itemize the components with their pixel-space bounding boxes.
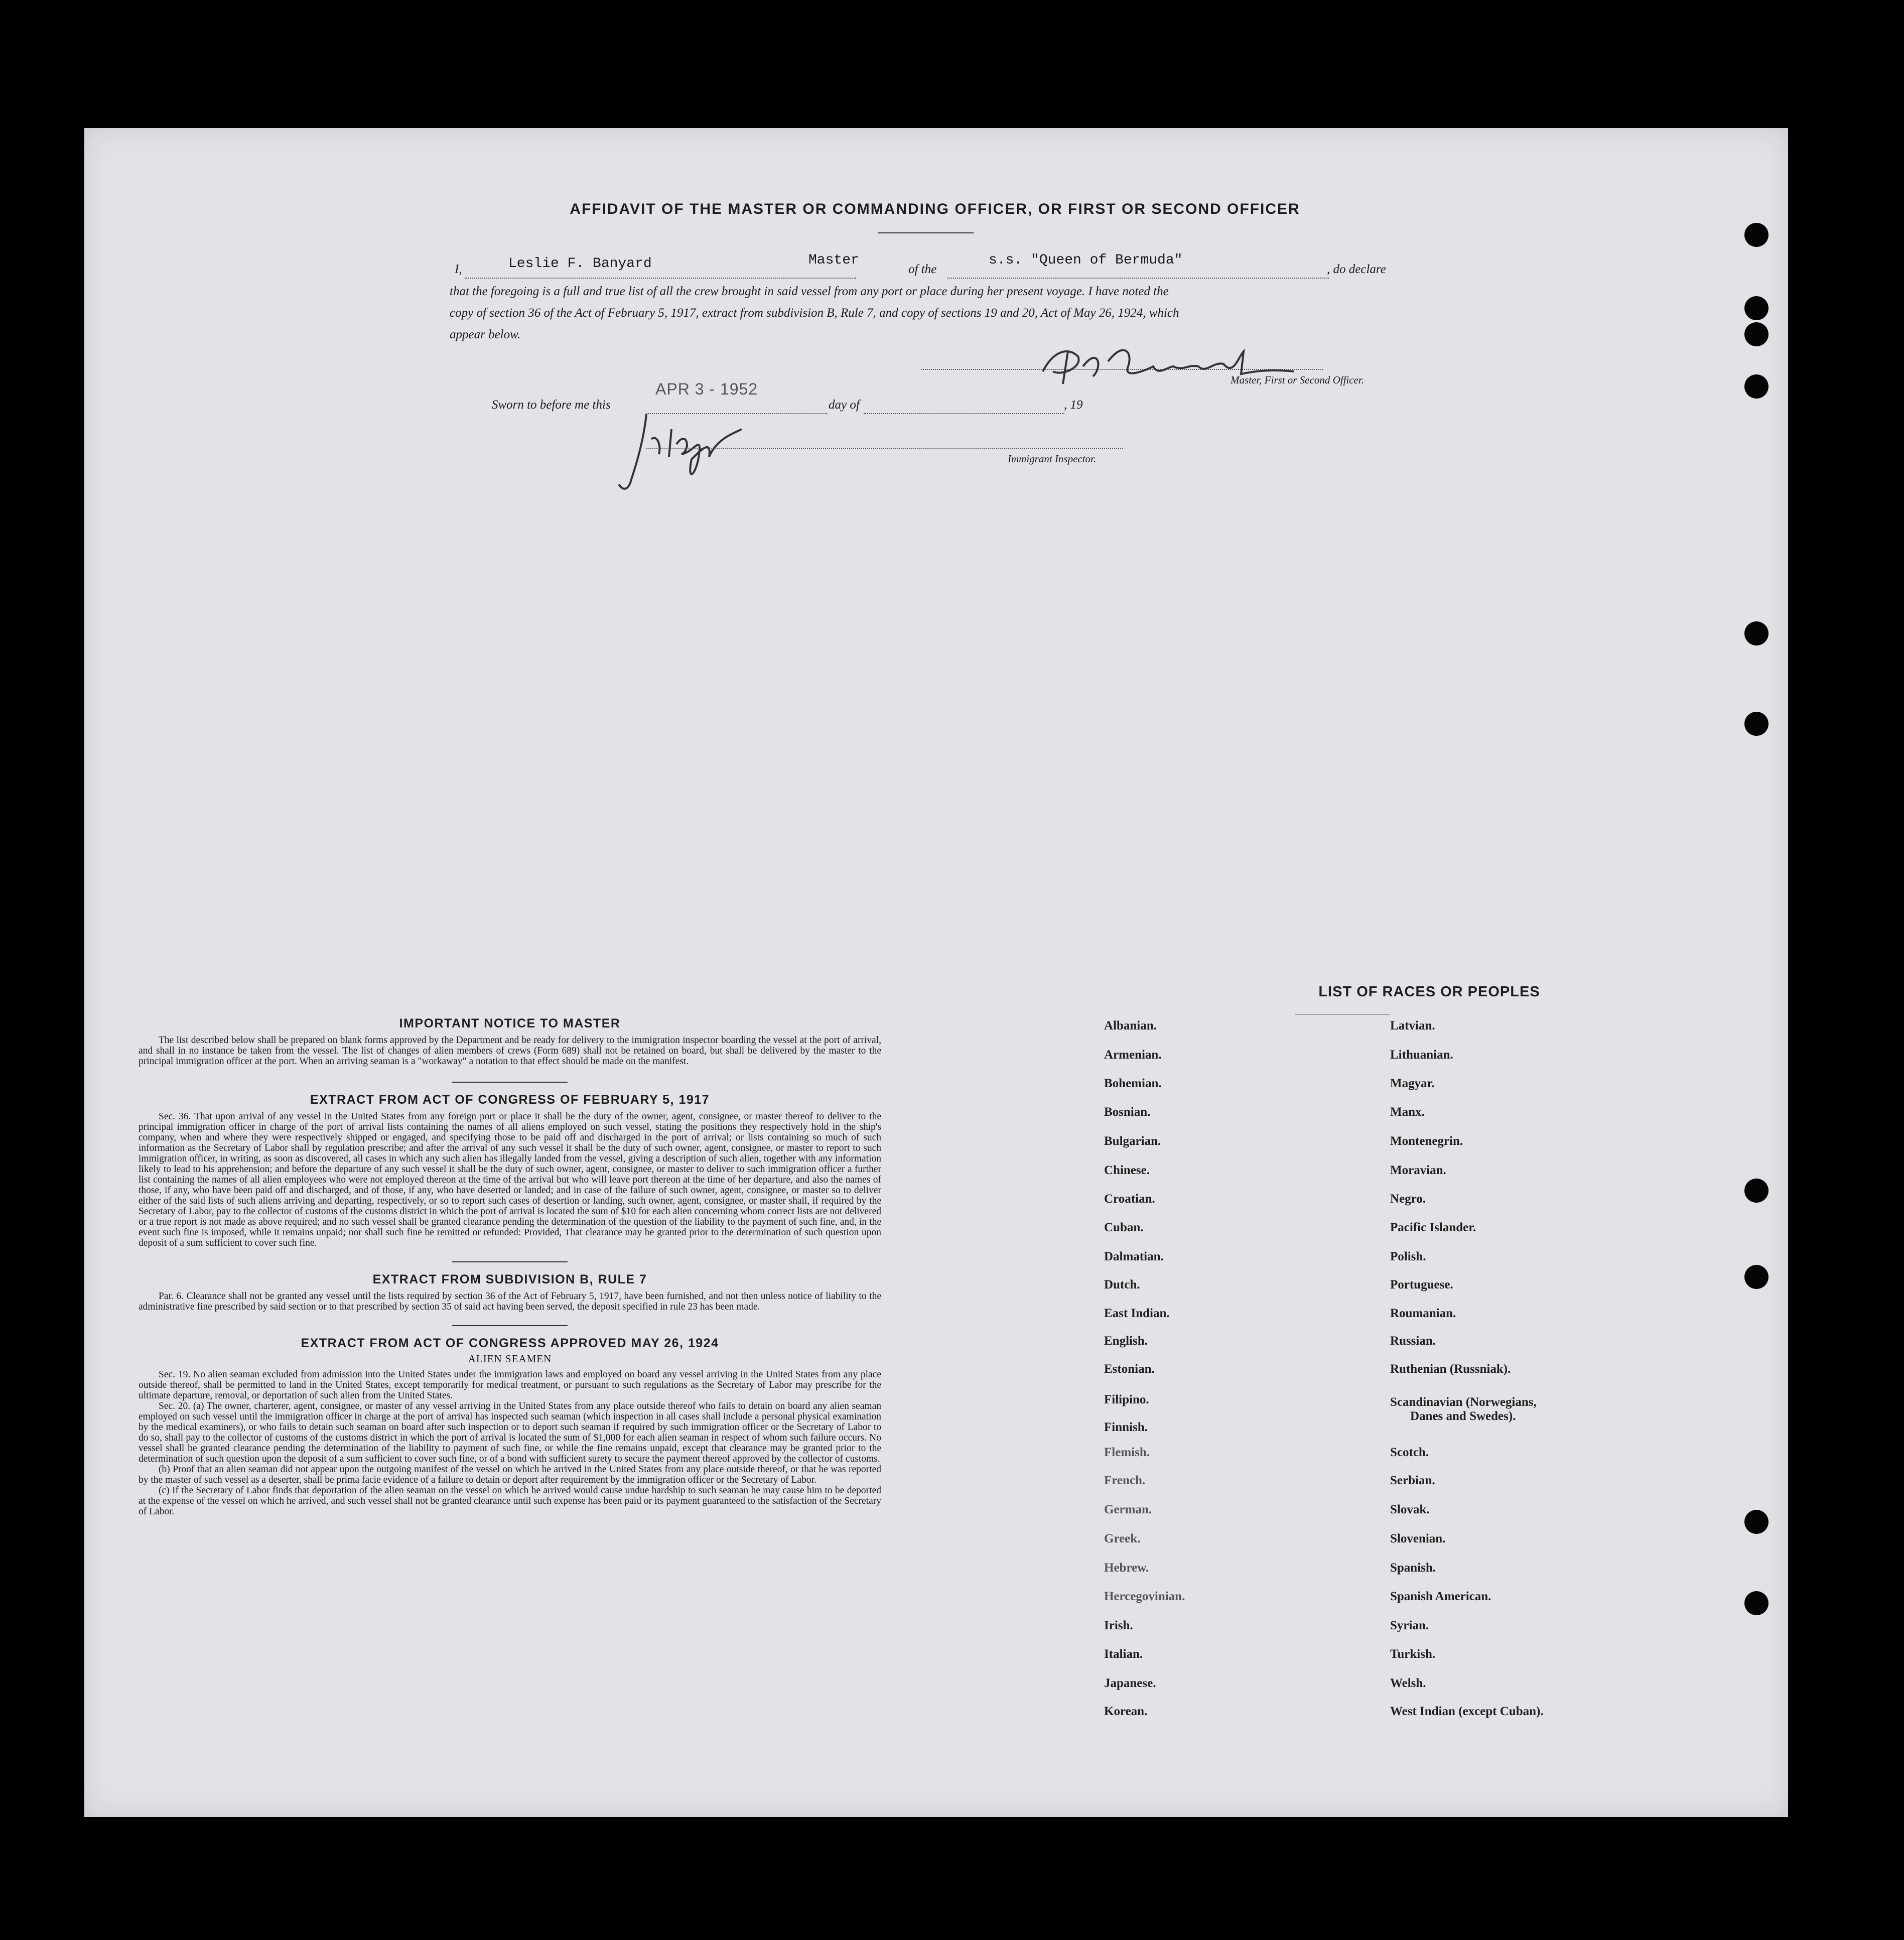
binder-hole — [1744, 621, 1769, 645]
section-rule — [452, 1325, 568, 1326]
sec-20a-text: Sec. 20. (a) The owner, charterer, agent, consignee, or master of any vessel arriving in the United States from any place outside thereof who fails to detain on board any alien seaman employed on such vessel until the immigration officer in charge at the port of arrival has inspected such seaman (which inspection in all cases shall include a personal physical examination by the medical examiners), or who fails to detain such seaman on board after such inspection or to deport such seaman if required by such immigration officer or the Secretary of Labor to do so, shall pay to the collector of customs of the customs district in which the port of arrival is located the sum of $1,000 for each alien seaman in respect of whom such failure occurs. No vessel shall be granted clearance pending the determination of the liability to payment of such fine, or while the fine remains unpaid, except that clearance may be granted prior to the determination of such question upon the deposit of a sum sufficient to cover such fine, or of a bond with sufficient surety to secure the payment thereof approved by the collector of customs. — [139, 1401, 881, 1464]
left-race-item: Chinese. — [1104, 1163, 1150, 1177]
right-race-item: Scotch. — [1390, 1446, 1429, 1459]
section-rule — [452, 1261, 568, 1262]
left-race-item: Italian. — [1104, 1647, 1143, 1661]
binder-hole — [1744, 296, 1769, 320]
right-race-item: Negro. — [1390, 1192, 1426, 1206]
right-race-item: Spanish American. — [1390, 1590, 1491, 1603]
legal-text-column — [139, 1016, 881, 1517]
right-race-item: Danes and Swedes). — [1410, 1409, 1516, 1423]
rule7-heading: EXTRACT FROM SUBDIVISION B, RULE 7 — [372, 1272, 647, 1286]
right-race-item: Polish. — [1390, 1250, 1426, 1263]
i-label: I, — [455, 263, 462, 276]
left-race-item: French. — [1104, 1474, 1146, 1487]
inspector-caption: Immigrant Inspector. — [1008, 453, 1097, 465]
month-line — [864, 413, 1064, 414]
right-race-item: Latvian. — [1390, 1019, 1435, 1032]
rule7-text: Par. 6. Clearance shall not be granted any vessel until the lists required by section 36 of the Act of February 5, 1917, have been furnished, and not then unless notice of liability to the administrative fine prescribed by said section or to that prescribed by section 35 of said act having been served, the deposit specified in rule 23 has been made. — [139, 1291, 881, 1312]
section-rule — [452, 1082, 568, 1083]
right-race-item: Montenegrin. — [1390, 1134, 1463, 1148]
title-rule — [878, 232, 974, 233]
binder-hole — [1744, 322, 1769, 346]
left-race-item: Dalmatian. — [1104, 1250, 1164, 1263]
left-race-item: Albanian. — [1104, 1019, 1157, 1032]
of-the-label: of the — [908, 263, 937, 276]
left-race-item: German. — [1104, 1503, 1152, 1516]
right-race-item: Portuguese. — [1390, 1278, 1453, 1291]
left-race-item: Cuban. — [1104, 1221, 1144, 1234]
extract-1917-heading: EXTRACT FROM ACT OF CONGRESS OF FEBRUARY 5, 1917 — [310, 1093, 710, 1107]
sworn-label: Sworn to before me this — [492, 398, 611, 412]
affidavit-line-2: that the foregoing is a full and true list of all the crew brought in said vessel from any port or place during her present voyage. I have noted the — [450, 285, 1169, 298]
affidavit-line-4: appear below. — [450, 328, 521, 341]
do-declare-label: , do declare — [1327, 263, 1386, 276]
left-race-item: East Indian. — [1104, 1307, 1170, 1320]
vessel-field-line — [947, 278, 1329, 279]
right-race-item: Serbian. — [1390, 1474, 1435, 1487]
left-race-item: Filipino. — [1104, 1393, 1149, 1406]
left-race-item: Croatian. — [1104, 1192, 1155, 1206]
year-prefix: , 19 — [1064, 398, 1083, 412]
extract-1924-heading: EXTRACT FROM ACT OF CONGRESS APPROVED MAY 26, 1924 — [301, 1336, 719, 1350]
sec-19-text: Sec. 19. No alien seaman excluded from admission into the United States under the immigration laws and employed on board any vessel arriving in the United States from any place outside thereof, shall be permitted to land in the United States, except temporarily for medical treatment, or pursuant to such regulations as the Secretary of Labor may prescribe for the ultimate departure, removal, or deportation of such alien from the United States. — [139, 1369, 881, 1401]
vessel-name: s.s. "Queen of Bermuda" — [989, 252, 1183, 268]
manifest-page — [84, 128, 1788, 1817]
binder-hole — [1744, 1591, 1769, 1615]
left-race-item: Armenian. — [1104, 1048, 1162, 1062]
sec-20b-text: (b) Proof that an alien seaman did not appear upon the outgoing manifest of the vessel on which he arrived in the United States from any place outside thereof, or that he was reported by the master of such vessel as a deserter, shall be prima facie evidence of a failure to detain or deport after requirement by the immigration officer or the Secretary of Labor. — [139, 1464, 881, 1485]
affidavit-line-3: copy of section 36 of the Act of February 5, 1917, extract from subdivision B, Rule 7, and copy of sections 19 and 20, Act of May 26, 1924, which — [450, 306, 1179, 320]
affidavit-title: AFFIDAVIT OF THE MASTER OR COMMANDING OFFICER, OR FIRST OR SECOND OFFICER — [570, 201, 1300, 217]
right-race-item: Lithuanian. — [1390, 1048, 1453, 1062]
right-race-item: Slovak. — [1390, 1503, 1430, 1516]
binder-hole — [1744, 1179, 1769, 1203]
right-race-item: Ruthenian (Russniak). — [1390, 1362, 1511, 1376]
alien-seamen-subheading: ALIEN SEAMEN — [468, 1353, 552, 1365]
extract-1917-text: Sec. 36. That upon arrival of any vessel in the United States from any foreign port or place it shall be the duty of the owner, agent, consignee, or master thereof to deliver to the principal immigration officer in charge of the port of arrival lists containing the names of all aliens employed on such vessel, stating the positions they respectively hold in the ship's company, when and where they were respectively shipped or engaged, and specifying those to be paid off and discharged in the port of arrival; or lists containing so much of such information as the Secretary of Labor shall by regulation prescribe; and after the arrival of any such vessel it shall be the duty of such owner, agent, consignee, or master to report to such immigration officer, in writing, as soon as discovered, all cases in which any such alien has illegally landed from the vessel, giving a description of such alien, together with any information likely to lead to his apprehension; and before the departure of any such vessel it shall be the duty of such owner, agent, consignee, or master to deliver to such immigration officer a further list containing the names of all alien employees who were not employed thereon at the time of the arrival but who will leave port thereon at the time of her departure, and also the names of those, if any, who have been paid off and discharged, and of those, if any, who have deserted or landed; and in case of the failure of such owner, agent, consignee, or master so to deliver either of the said lists of such aliens arriving and departing, respectively, or so to report such cases of desertion or landing, such owner, agent, consignee, or master shall, if required by the Secretary of Labor, pay to the collector of customs of the customs district in which the port of arrival is located the sum of $10 for each alien concerning whom correct lists are not delivered or a true report is not made as above required; and no such vessel shall be granted clearance pending the determination of the question of the liability to the payment of such fine, and, in the event such fine is imposed, while it remains unpaid; nor shall such fine be remitted or refunded: Provided, That clearance may be granted prior to the determination of such question upon deposit of a sum sufficient to cover such fine. — [139, 1111, 881, 1248]
binder-hole — [1744, 1265, 1769, 1289]
left-race-item: Dutch. — [1104, 1278, 1140, 1291]
right-race-item: Scandinavian (Norwegians, — [1390, 1395, 1537, 1409]
left-race-item: Korean. — [1104, 1705, 1148, 1718]
left-race-item: Flemish. — [1104, 1446, 1150, 1459]
master-name: Leslie F. Banyard — [508, 256, 652, 272]
left-race-item: Japanese. — [1104, 1676, 1156, 1690]
left-race-item: Hebrew. — [1104, 1561, 1149, 1575]
right-race-item: Russian. — [1390, 1334, 1436, 1348]
right-race-item: Moravian. — [1390, 1163, 1446, 1177]
races-heading: LIST OF RACES OR PEOPLES — [1318, 984, 1540, 1000]
left-race-item: Finnish. — [1104, 1420, 1148, 1434]
right-race-item: West Indian (except Cuban). — [1390, 1705, 1544, 1718]
left-race-item: Bohemian. — [1104, 1077, 1162, 1090]
left-race-item: Irish. — [1104, 1619, 1133, 1632]
left-race-item: Greek. — [1104, 1532, 1141, 1545]
date-stamp: APR 3 - 1952 — [655, 380, 758, 398]
right-race-item: Pacific Islander. — [1390, 1221, 1476, 1234]
right-race-item: Syrian. — [1390, 1619, 1429, 1632]
right-race-item: Turkish. — [1390, 1647, 1436, 1661]
master-rank: Master — [808, 252, 859, 268]
master-caption: Master, First or Second Officer. — [1231, 374, 1364, 386]
right-race-item: Welsh. — [1390, 1676, 1426, 1690]
left-race-item: Estonian. — [1104, 1362, 1155, 1376]
binder-hole — [1744, 374, 1769, 399]
right-race-item: Slovenian. — [1390, 1532, 1446, 1545]
name-field-line — [465, 278, 856, 279]
binder-hole — [1744, 712, 1769, 736]
day-of-label: day of — [829, 398, 860, 412]
notice-heading: IMPORTANT NOTICE TO MASTER — [399, 1016, 621, 1030]
left-race-item: English. — [1104, 1334, 1148, 1348]
sec-20c-text: (c) If the Secretary of Labor finds that deportation of the alien seaman on the vessel on which he arrived would cause undue hardship to such seaman he may cause him to be deported at the expense of the vessel on which he arrived, and such vessel shall not be granted clearance until such expense has been paid or its payment guaranteed to the satisfaction of the Secretary of Labor. — [139, 1485, 881, 1517]
binder-hole — [1744, 223, 1769, 247]
right-race-item: Magyar. — [1390, 1077, 1435, 1090]
left-race-item: Hercegovinian. — [1104, 1590, 1185, 1603]
binder-hole — [1744, 1510, 1769, 1534]
right-race-item: Roumanian. — [1390, 1307, 1456, 1320]
left-race-item: Bulgarian. — [1104, 1134, 1161, 1148]
inspector-signature — [616, 409, 747, 499]
right-race-item: Spanish. — [1390, 1561, 1436, 1575]
left-race-item: Bosnian. — [1104, 1105, 1151, 1119]
right-race-item: Manx. — [1390, 1105, 1425, 1119]
notice-text: The list described below shall be prepared on blank forms approved by the Department and be ready for delivery to the immigration inspector boarding the vessel at the port of arrival, and shall in no instance be taken from the vessel. The list of changes of alien members of crews (Form 689) shall not be retained on board, but shall be delivered by the master to the principal immigration officer at the port. When an arriving seaman is a "workaway" a notation to that effect should be made on the manifest. — [139, 1035, 881, 1067]
